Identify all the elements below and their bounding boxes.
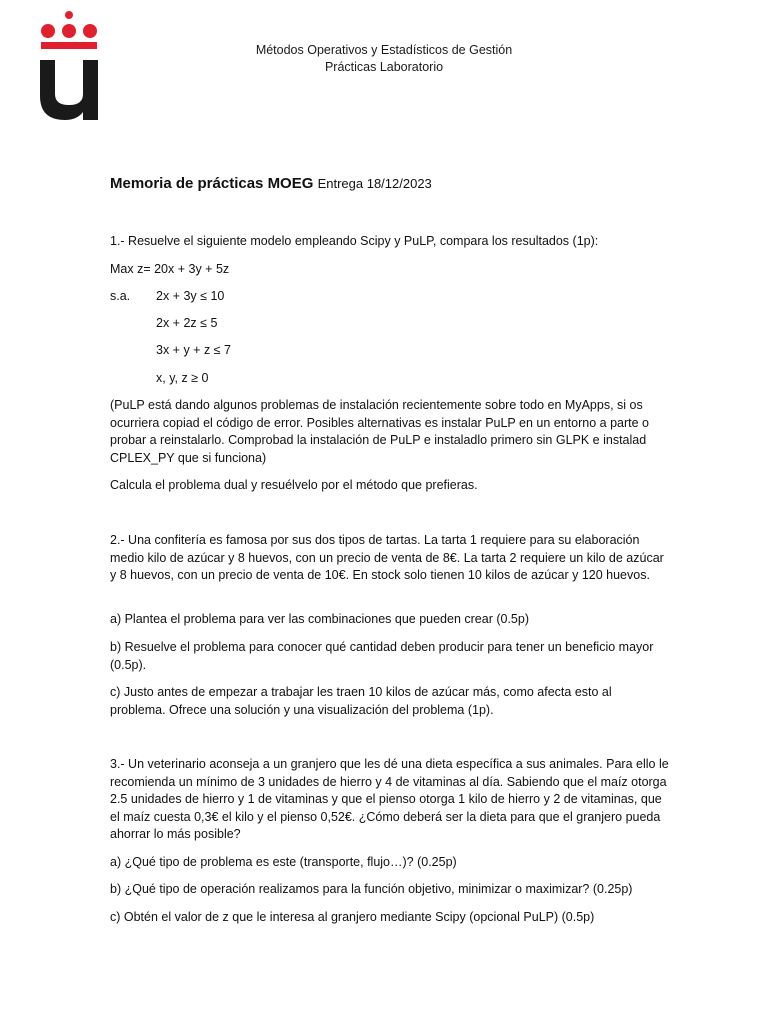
q3-intro: 3.- Un veterinario aconseja a un granjero que les dé una dieta específica a sus animales. Para ello le recomienda un mínimo de 3 unidades de hierro y 4 de vitaminas al día. Sabiendo que el maíz otorga 2.5 unidades de hierro y 1 de vitaminas y que el pienso otorga 1 kilo de hierro y 2 de vitaminas, que el maíz cuesta 0,3€ el kilo y el pienso 0,52€. ¿Cómo deberá ser la dieta para que el granjero pueda ahorrar lo más posible? <box>110 757 669 841</box>
title-main: Memoria de prácticas MOEG <box>110 175 314 192</box>
header-lab-title: Prácticas Laboratorio <box>324 60 444 74</box>
title-date: Entrega 18/12/2023 <box>317 176 432 191</box>
q1-constraint-4: x, y, z ≥ 0 <box>156 371 209 385</box>
q1-objective: Max z= 20x + 3y + 5z <box>110 262 230 276</box>
logo-dot-left <box>41 24 55 38</box>
logo-dot-right <box>83 24 97 38</box>
q1-note: (PuLP está dando algunos problemas de instalación recientemente sobre todo en MyApps, si os ocurriera copiad el código de error. Posibles alternativas es instalar PuLP en un entorno a parte o probar a reinstalarlo. Comprobad la instalación de PuLP e instaladlo primero sin GLPK e instalad CPLEX_PY que si funciona) <box>110 398 649 465</box>
q2-part-b: b) Resuelve el problema para conocer qué cantidad deben producir para tener un beneficio mayor (0.5p). <box>110 640 654 672</box>
q1-constraint-2: 2x + 2z ≤ 5 <box>156 316 218 330</box>
q1-intro: 1.- Resuelve el siguiente modelo empleando Scipy y PuLP, compara los resultados (1p): <box>110 234 599 248</box>
q2-part-a: a) Plantea el problema para ver las combinaciones que pueden crear (0.5p) <box>110 612 529 626</box>
q1-constraint-3: 3x + y + z ≤ 7 <box>156 343 231 357</box>
q1-dual: Calcula el problema dual y resuélvelo por el método que prefieras. <box>110 478 478 492</box>
logo-dot-middle <box>62 24 76 38</box>
q3-part-c: c) Obtén el valor de z que le interesa al granjero mediante Scipy (opcional PuLP) (0.5p) <box>110 910 595 924</box>
q2-intro: 2.- Una confitería es famosa por sus dos tipos de tartas. La tarta 1 requiere para su elaboración medio kilo de azúcar y 8 huevos, con un precio de venta de 8€. La tarta 2 requiere un kilo de azúcar y 8 huevos, con un precio de venta de 10€. En stock solo tienen 10 kilos de azúcar y 120 huevos. <box>110 533 664 582</box>
q3-part-b: b) ¿Qué tipo de operación realizamos para la función objetivo, minimizar o maximizar? (0.25p) <box>110 882 633 896</box>
logo-dot-top <box>65 11 73 19</box>
q2-part-c: c) Justo antes de empezar a trabajar les traen 10 kilos de azúcar más, como afecta esto al problema. Ofrece una solución y una visualización del problema (1p). <box>110 685 612 717</box>
header-course-title: Métodos Operativos y Estadísticos de Gestión <box>255 43 513 57</box>
document-header <box>0 42 768 76</box>
q1-constraint-1: 2x + 3y ≤ 10 <box>156 289 225 303</box>
q1-sa-label: s.a. <box>110 289 131 303</box>
q3-part-a: a) ¿Qué tipo de problema es este (transporte, flujo…)? (0.25p) <box>110 855 457 869</box>
page-title <box>110 175 432 192</box>
